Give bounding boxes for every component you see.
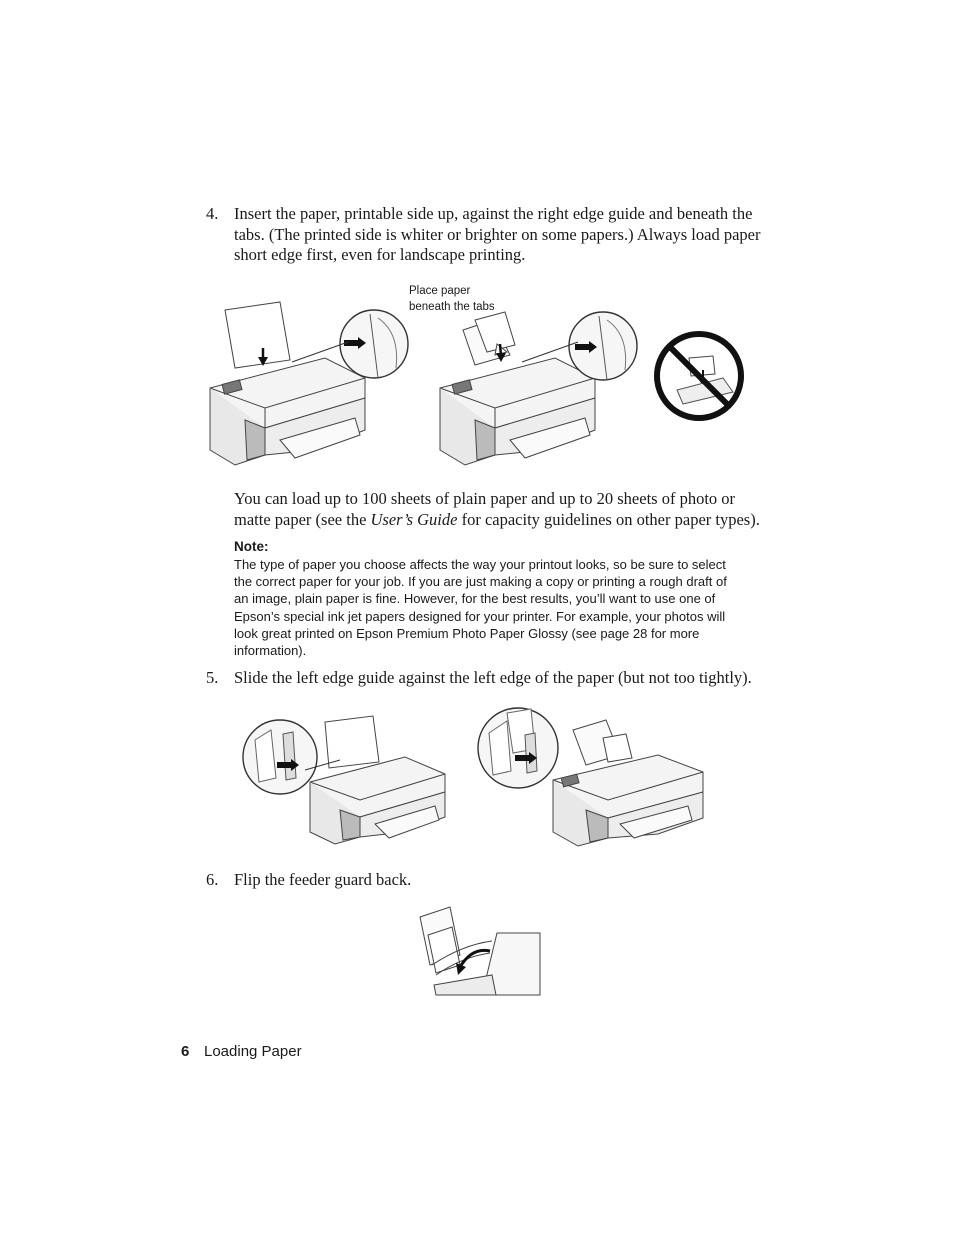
printer-illustration-left-guide-2	[548, 710, 708, 850]
callout-line-2	[520, 340, 580, 365]
callout-line-1	[290, 340, 350, 365]
callout-line-2: beneath the tabs	[409, 301, 495, 313]
users-guide-title: User’s Guide	[370, 509, 458, 529]
step-text: Insert the paper, printable side up, against the right edge guide and beneath the tabs. (The printed side is whiter or brighter on some papers.) Always load paper short edge first, even for landscape printing.	[234, 204, 761, 265]
step-number: 5.	[206, 668, 219, 687]
step-text: Flip the feeder guard back.	[234, 870, 412, 889]
step-number: 4.	[206, 204, 219, 223]
printer-illustration-left-guide-1	[305, 712, 455, 852]
callout-line-1: Place paper	[409, 285, 471, 297]
step-text: Slide the left edge guide against the left edge of the paper (but not too tightly).	[234, 668, 752, 687]
capacity-paragraph	[234, 489, 764, 530]
page-number: 6	[181, 1043, 190, 1060]
section-title: Loading Paper	[204, 1043, 302, 1060]
feeder-guard-illustration	[412, 905, 542, 997]
capacity-text-after: for capacity guidelines on other paper types).	[457, 509, 760, 529]
note-heading: Note:	[234, 539, 269, 554]
capacity-text-before: You can load up to 100 sheets of plain paper and up to 20 sheets of photo or matte paper (see the	[234, 489, 736, 529]
note-body: The type of paper you choose affects the way your printout looks, so be sure to select the correct paper for your job. If you are just making a copy or printing a rough draft of an image, plain paper is fine. However, for the best results, you’ll want to use one of Epson’s special ink jet papers designed for your printer. For example, your photos will look great printed on Epson Premium Photo Paper Glossy (see page 28 for more information).	[234, 557, 727, 659]
prohibited-icon	[653, 330, 745, 422]
step-number: 6.	[206, 870, 219, 889]
